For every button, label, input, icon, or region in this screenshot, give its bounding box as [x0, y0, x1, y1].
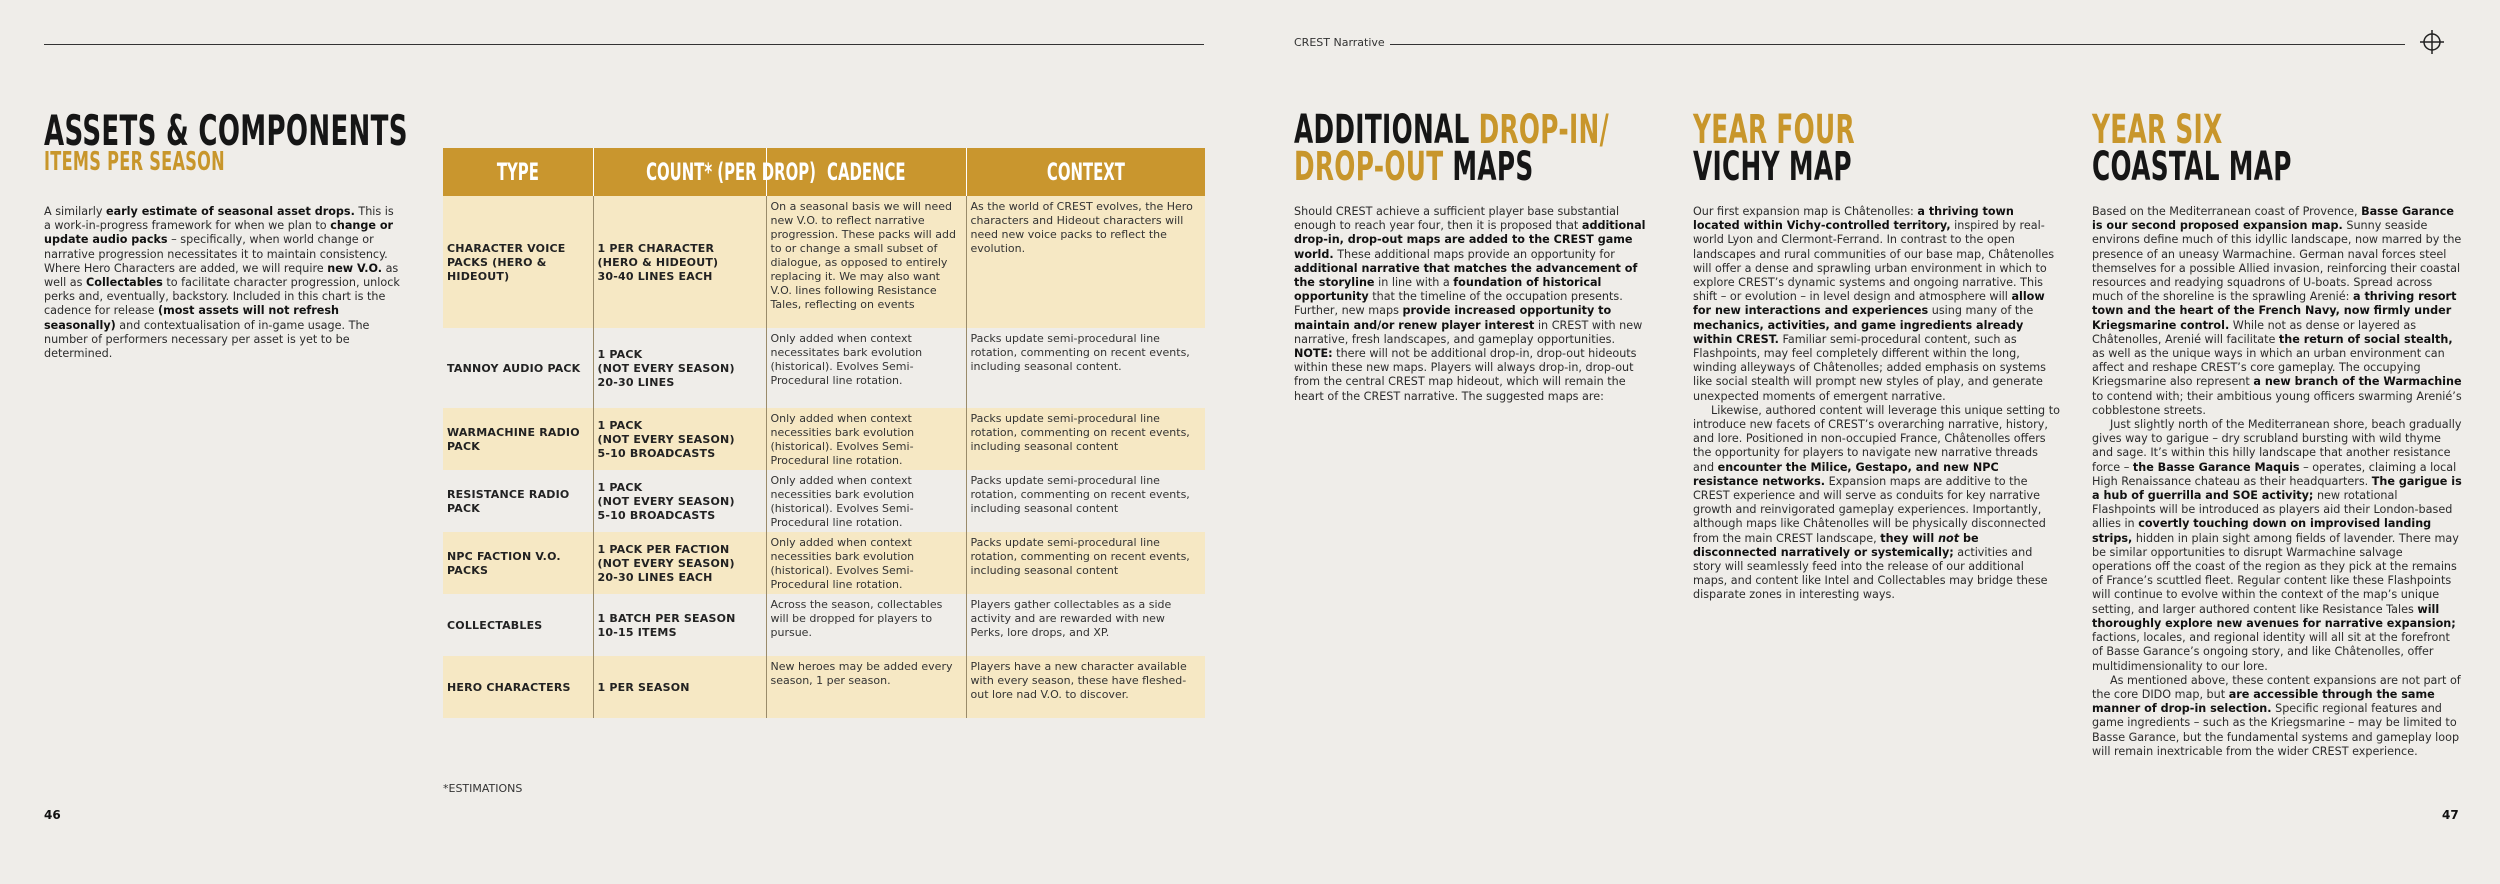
text-run: as well as: [44, 261, 399, 290]
text-run: in CREST with new narrative, fresh landscapes, and gameplay opportunities.: [1294, 318, 1643, 346]
text-run: to facilitate character progression, unlock perks and, eventually, backstory. Included in this chart is the cadence for release: [44, 276, 400, 318]
text-run: Our first expansion map is Châtenolles:: [1693, 205, 1918, 218]
page-subtitle: ITEMS PER SEASON: [44, 147, 225, 177]
cell-type: RESISTANCE RADIO PACK: [443, 470, 593, 532]
text-run: allow for new interactions and experiences: [1693, 290, 2045, 318]
text-run: Should CREST achieve a sufficient player base substantial enough to reach year four, then it is proposed that: [1294, 205, 1620, 233]
header-count: COUNT* (PER DROP): [593, 148, 766, 196]
cell-count: 1 PER CHARACTER (HERO & HIDEOUT) 30-40 LINES EACH: [593, 196, 766, 328]
cell-cadence: New heroes may be added every season, 1 per season.: [766, 656, 966, 718]
text-run: Specific regional features and game ingredients – such as the Kriegsmarine – may be limited to Basse Garance, but the fundamental systems and gameplay loop will remain inextricable from the wider CREST experience.: [2092, 702, 2460, 758]
cell-count: 1 PER SEASON: [593, 656, 766, 718]
table-row: [443, 532, 1205, 594]
header-cadence: CADENCE: [766, 148, 966, 196]
text-run: in line with a: [1374, 276, 1454, 290]
table-row: [443, 656, 1205, 718]
text-run: Based on the Mediterranean coast of Provence,: [2092, 205, 2362, 218]
text-run: factions, locales, and regional identity will all sit at the forefront of Basse Garance’s ongoing story, and like Châtenolles, offer multidimensionality to our lore.: [2092, 631, 2450, 673]
header-context: CONTEXT: [966, 148, 1205, 196]
cell-count: 1 PACK (NOT EVERY SEASON) 5-10 BROADCASTS: [593, 408, 766, 470]
footnote: *ESTIMATIONS: [443, 782, 523, 795]
page-number-left: 46: [44, 808, 61, 822]
text-run: a new branch of the Warmachine: [2253, 375, 2462, 389]
text-run: Familiar semi-procedural content, such as Flashpoints, may feel completely different within the long, winding alleyways of Châtenolles; added emphasis on systems like social stealth will prompt new styles of play, and generate unexpected moments of emergent narrative.: [1693, 332, 2046, 403]
text-run: inspired by real-world Lyon and Clermont-Ferrand. In contrast to the open landscapes and rural communities of our base map, Châtenolles will offer a dense and sprawling urban environment in which to explore CREST’s dynamic systems and ongoing narrative. This shift – or evolution – in level design and atmosphere will: [1693, 219, 2055, 304]
text-run: new V.O.: [327, 261, 383, 275]
dido-title: ADDITIONAL DROP-IN/ DROP-OUT MAPS: [1294, 107, 1609, 190]
cell-count: 1 PACK (NOT EVERY SEASON) 20-30 LINES: [593, 328, 766, 408]
header-label: CREST Narrative: [1294, 36, 1385, 49]
text-run: are accessible through the same manner of drop-in selection.: [2092, 687, 2435, 716]
text-run: The garigue is a hub of guerrilla and SOE activity;: [2092, 474, 2462, 503]
text-run: hidden in plain sight among fields of lavender. There may be similar opportunities to disrupt Warmachine salvage operations off the coast of the region as they pick at the remains of France’s scuttled fleet. Regular content like these Flashpoints will continue to evolve within the context of the map’s unique setting, and larger authored content like Resistance Tales: [2092, 531, 2459, 616]
cell-cadence: On a seasonal basis we will need new V.O. to reflect narrative progression. These packs will add to or change a small subset of dialogue, as opposed to entirely replacing it. We may also want V.O. lines following Resistance Tales, reflecting on events: [766, 196, 966, 328]
page-title: ASSETS & COMPONENTS: [44, 106, 408, 155]
text-run: a thriving town located within Vichy-controlled territory,: [1693, 205, 2014, 233]
table-header-row: [443, 148, 1205, 196]
cell-cadence: Only added when context necessitates bark evolution (historical). Evolves Semi-Procedural line rotation.: [766, 328, 966, 408]
cell-type: NPC FACTION V.O. PACKS: [443, 532, 593, 594]
text-run: the Basse Garance Maquis: [2132, 460, 2300, 474]
text-run: and contextualisation of in-game usage. The number of performers necessary per asset is yet to be determined.: [44, 318, 370, 361]
cell-cadence: Only added when context necessities bark evolution (historical). Evolves Semi-Procedural line rotation.: [766, 532, 966, 594]
text-run: change or update audio packs: [44, 219, 394, 247]
dido-text: [1294, 205, 1654, 404]
text-run: new rotational Flashpoints will be introduced as players aid their London-based allies in: [2092, 489, 2453, 531]
text-run: – operates, claiming a local High Renaissance chateau as their headquarters.: [2092, 460, 2457, 488]
page-number-right: 47: [2442, 808, 2459, 822]
text-run: A similarly: [44, 205, 107, 218]
text-run: NOTE:: [1294, 347, 1333, 361]
text-run: using many of the: [1928, 304, 2034, 318]
intro-text: [44, 205, 401, 361]
text-run: will thoroughly explore new avenues for narrative expansion;: [2092, 602, 2456, 630]
text-run: This is a work-in-progress framework for when we plan to: [44, 205, 394, 233]
text-run: a thriving resort town and the heart of the French Navy, now firmly under Kriegsmarine control.: [2092, 290, 2457, 332]
text-run: (most assets will not refresh seasonally): [44, 304, 340, 332]
cell-context: Packs update semi-procedural line rotation, commenting on recent events, including seasonal content: [966, 408, 1205, 470]
text-run: encounter the Milice, Gestapo, and new NPC resistance networks.: [1693, 460, 1999, 488]
right-header-rule: [1390, 44, 2405, 45]
text-run: Collectables: [86, 276, 163, 290]
cell-type: HERO CHARACTERS: [443, 656, 593, 718]
vichy-text: [1693, 205, 2061, 603]
cell-type: WARMACHINE RADIO PACK: [443, 408, 593, 470]
text-run: foundation of historical opportunity: [1294, 276, 1602, 304]
cell-cadence: Only added when context necessities bark evolution (historical). Evolves Semi-Procedural line rotation.: [766, 470, 966, 532]
text-run: the return of social stealth,: [2278, 332, 2453, 346]
text-run: Just slightly north of the Mediterranean shore, beach gradually gives way to garigue – dry scrubland bursting with wild thyme and sage. It’s within this hilly landscape that another resistance force –: [2092, 418, 2462, 474]
text-run: While not as dense or layered as Châtenolles, Arenié will facilitate: [2092, 318, 2417, 346]
text-run: Expansion maps are additive to the CREST experience and will serve as conduits for key narrative growth and reinvigorated gameplay experiences. Importantly, although maps like Châtenolles will be physically disconnected from the main CREST landscape,: [1693, 474, 2046, 545]
cell-context: Packs update semi-procedural line rotation, commenting on recent events, including seasonal content.: [966, 328, 1205, 408]
vichy-title: YEAR FOUR VICHY MAP: [1693, 107, 1855, 190]
coastal-text: [2092, 205, 2464, 759]
left-header-rule: [44, 44, 1204, 45]
text-run: mechanics, activities, and game ingredients already within CREST.: [1693, 318, 2024, 346]
text-run: Sunny seaside environs define much of this idyllic landscape, now marred by the presence of an uneasy Warmachine. German naval forces steel themselves for a possible Allied invasion, reinforcing their coastal resources and readying squadrons of U-boats. Spread across much of the shoreline is the sprawling Arenié:: [2092, 219, 2462, 304]
table-row: [443, 196, 1205, 328]
text-run: additional narrative that matches the advancement of the storyline: [1294, 261, 1638, 290]
text-run: activities and story will seamlessly feed into the release of our additional maps, and content like Intel and Collectables may bridge these disparate zones in interesting ways.: [1693, 545, 2048, 602]
compass-icon: [2420, 30, 2444, 54]
cell-count: 1 BATCH PER SEASON 10-15 ITEMS: [593, 594, 766, 656]
text-run: Basse Garance is our second proposed expansion map.: [2092, 205, 2454, 233]
assets-table: [443, 148, 1205, 718]
cell-cadence: Only added when context necessities bark evolution (historical). Evolves Semi-Procedural line rotation.: [766, 408, 966, 470]
text-run: they will: [1880, 531, 1939, 545]
cell-type: CHARACTER VOICE PACKS (HERO & HIDEOUT): [443, 196, 593, 328]
cell-context: Players have a new character available with every season, these have fleshed-out lore nad V.O. to discover.: [966, 656, 1205, 718]
cell-context: Packs update semi-procedural line rotation, commenting on recent events, including seasonal content: [966, 532, 1205, 594]
text-run: Likewise, authored content will leverage this unique setting to introduce new facets of CREST’s overarching narrative, history, and lore. Positioned in non-occupied France, Châtenolles offers the opportunity for players to navigate new narrative threads and: [1693, 403, 2060, 474]
table-row: [443, 408, 1205, 470]
text-run: covertly touching down on improvised landing strips,: [2092, 517, 2432, 545]
text-run: provide increased opportunity to maintain and/or renew player interest: [1294, 304, 1612, 332]
text-run: to contend with; their ambitious young officers swarming Arenié’s cobblestone streets.: [2092, 389, 2462, 417]
text-run: as well as the unique ways in which an urban environment can affect and reshape CREST’s core gameplay. The occupying Kriegsmarine also represent: [2092, 347, 2445, 389]
text-run: not: [1938, 531, 1960, 545]
cell-count: 1 PACK PER FACTION (NOT EVERY SEASON) 20-30 LINES EACH: [593, 532, 766, 594]
table-row: [443, 594, 1205, 656]
text-run: additional drop-in, drop-out maps are added to the CREST game world.: [1294, 219, 1646, 261]
text-run: These additional maps provide an opportunity for: [1333, 247, 1615, 261]
cell-type: COLLECTABLES: [443, 594, 593, 656]
cell-type: TANNOY AUDIO PACK: [443, 328, 593, 408]
text-run: – specifically, when world change or narrative progression necessitates it to maintain consistency. Where Hero Characters are added, we will require: [44, 233, 388, 275]
text-run: be disconnected narratively or systemically;: [1693, 531, 1979, 559]
text-run: there will not be additional drop-in, drop-out hideouts within these new maps. Players will always drop-in, drop-out from the central CREST map hideout, which will remain the heart of the CREST narrative. The suggested maps are:: [1294, 347, 1637, 403]
cell-context: Packs update semi-procedural line rotation, commenting on recent events, including seasonal content: [966, 470, 1205, 532]
table-row: [443, 328, 1205, 408]
cell-context: Players gather collectables as a side activity and are rewarded with new Perks, lore drops, and XP.: [966, 594, 1205, 656]
text-run: As mentioned above, these content expansions are not part of the core DIDO map, but: [2092, 673, 2461, 701]
text-run: early estimate of seasonal asset drops.: [106, 205, 355, 218]
header-type: TYPE: [443, 148, 593, 196]
coastal-title: YEAR SIX COASTAL MAP: [2092, 107, 2292, 190]
cell-cadence: Across the season, collectables will be dropped for players to pursue.: [766, 594, 966, 656]
cell-context: As the world of CREST evolves, the Hero characters and Hideout characters will need new voice packs to reflect the evolution.: [966, 196, 1205, 328]
cell-count: 1 PACK (NOT EVERY SEASON) 5-10 BROADCASTS: [593, 470, 766, 532]
text-run: that the timeline of the occupation presents. Further, new maps: [1294, 290, 1623, 318]
table-row: [443, 470, 1205, 532]
